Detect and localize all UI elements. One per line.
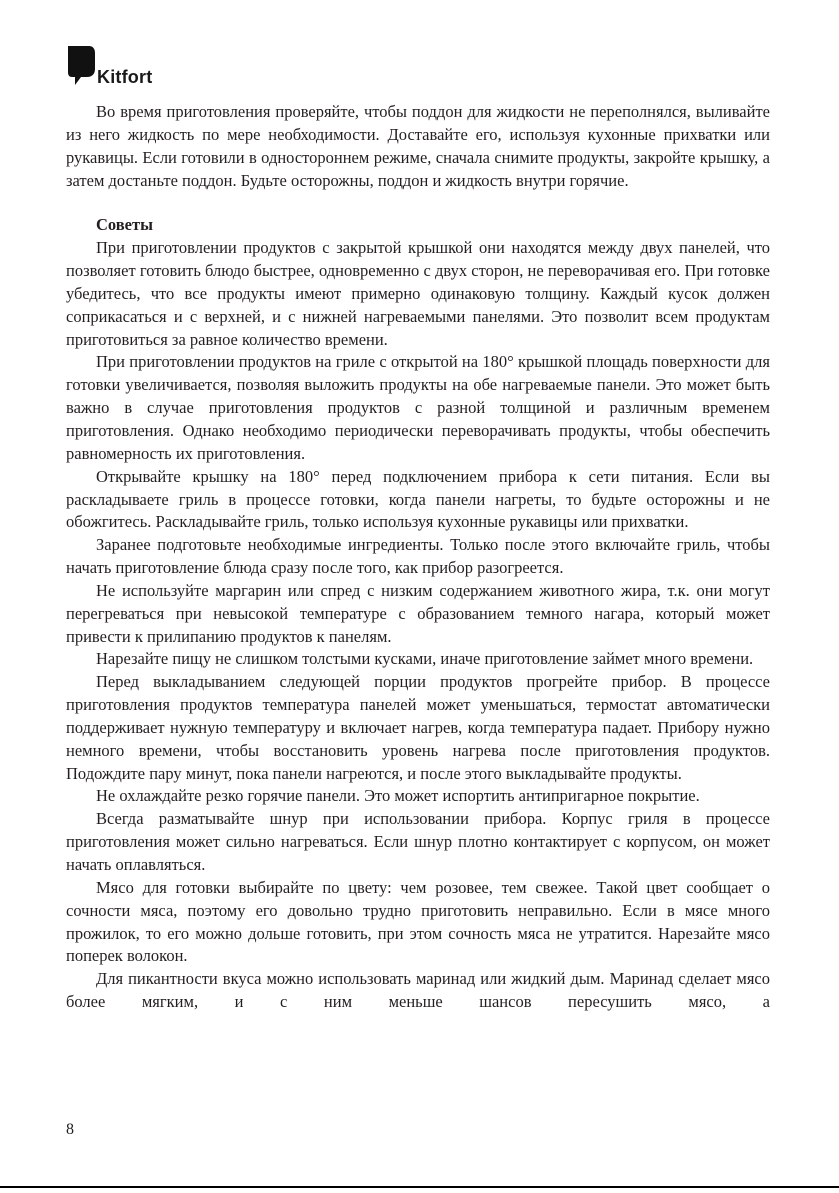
brand-logo xyxy=(66,44,152,87)
tip-paragraph: Не охлаждайте резко горячие панели. Это может испортить антипригарное покрытие. xyxy=(96,786,700,806)
tip-paragraph: Не используйте маргарин или спред с низким содержанием животного жира, т.к. они могут перегреваться при невысокой температуре с образованием темного нагара, который может привести к прилипанию продуктов к панелям. xyxy=(66,580,770,646)
kitfort-logo-icon xyxy=(66,44,96,87)
tip-paragraph: Нарезайте пищу не слишком толстыми кусками, иначе приготовление займет много времени. xyxy=(96,649,754,669)
tip-paragraph: Перед выкладыванием следующей порции продуктов прогрейте прибор. В процессе приготовления продуктов температура панелей может уменьшаться, термостат автоматически поддерживает нужную температуру и включает нагрев, когда температура падает. Прибору нужно немного времени, чтобы восстановить уровень нагрева после приготовления продуктов. Подождите пару минут, пока панели нагреются, и после этого выкладывайте продукты. xyxy=(66,672,770,783)
brand-name: Kitfort xyxy=(97,67,153,87)
intro-paragraph: Во время приготовления проверяйте, чтобы поддон для жидкости не переполнялся, выливайте из него жидкость по мере необходимости. Доставайте его, используя кухонные прихватки или рукавицы. Если готовили в одностороннем режиме, сначала снимите продукты, закройте крышку, а затем достаньте поддон. Будьте осторожны, поддон и жидкость внутри горячие. xyxy=(66,102,770,190)
tip-paragraph: При приготовлении продуктов с закрытой крышкой они находятся между двух панелей, что позволяет готовить блюдо быстрее, одновременно с двух сторон, не переворачивая его. При готовке убедитесь, что все продукты имеют примерно одинаковую толщину. Каждый кусок должен соприкасаться и с верхней, и с нижней нагреваемыми панелями. Это позволит всем продуктам приготовиться за равное количество времени. xyxy=(66,238,770,349)
tip-paragraph-continued: Для пикантности вкуса можно использовать маринад или жидкий дым. Маринад сделает мясо более мягким, и с ним меньше шансов пересушить мясо, а xyxy=(66,969,770,1012)
page-bottom-divider xyxy=(0,1186,839,1188)
tip-paragraph: Заранее подготовьте необходимые ингредиенты. Только после этого включайте гриль, чтобы начать приготовление блюда сразу после того, как прибор разогреется. xyxy=(66,535,770,578)
tips-heading: Советы xyxy=(96,215,153,235)
tip-paragraph: Всегда разматывайте шнур при использовании прибора. Корпус гриля в процессе приготовления может сильно нагреваться. Если шнур плотно контактирует с корпусом, он может начать оплавляться. xyxy=(66,809,770,874)
tip-paragraph: При приготовлении продуктов на гриле с открытой на 180° крышкой площадь поверхности для готовки увеличивается, позволяя выложить продукты на обе нагреваемые панели. Это может быть важно в случае приготовления продуктов с разной толщиной и различным временем приготовления. Однако необходимо периодически переворачивать продукты, чтобы обеспечить равномерность их приготовления. xyxy=(66,352,770,463)
page-number: 8 xyxy=(66,1121,74,1138)
tip-paragraph: Открывайте крышку на 180° перед подключением прибора к сети питания. Если вы раскладываете гриль в процессе готовки, когда панели нагреты, то будьте осторожны и не обожгитесь. Раскладывайте гриль, только используя кухонные рукавицы или прихватки. xyxy=(66,466,770,532)
tip-paragraph: Мясо для готовки выбирайте по цвету: чем розовее, тем свежее. Такой цвет сообщает о сочности мяса, поэтому его довольно трудно приготовить неправильно. Если в мясе много прожилок, то его можно дольше готовить, при этом сочность мяса не утратится. Нарезайте мясо поперек волокон. xyxy=(66,877,770,966)
document-body xyxy=(66,101,770,1014)
